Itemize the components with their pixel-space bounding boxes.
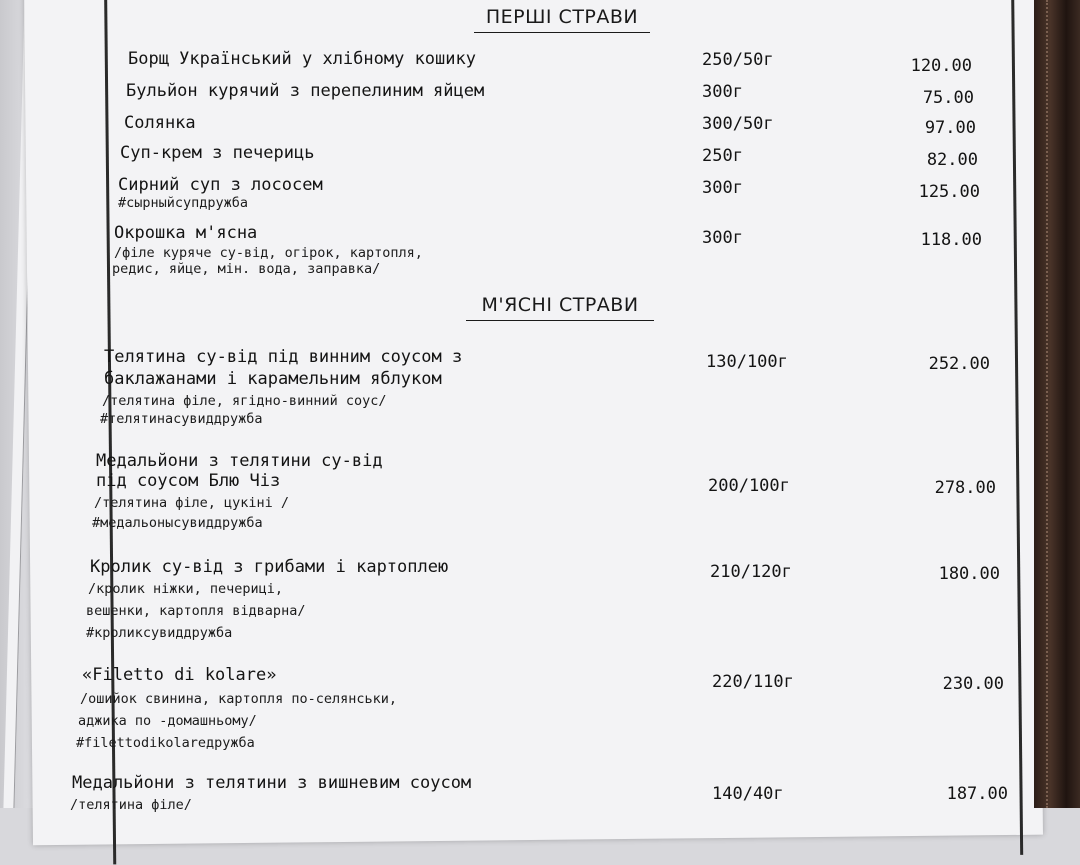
dish-name: Кролик су-від з грибами і картоплею [90,557,449,577]
dish-ingredients: /ошийок свинина, картопля по-селянськи, [80,691,397,707]
dish-price: 82.00 [926,150,978,170]
dish-name: Медальйони з телятини су-від [96,451,383,471]
dish-hashtag: #кроликсувиддружба [86,625,233,641]
dish-hashtag: #медальонысувиддружба [92,515,263,531]
cover-stitching [1046,0,1050,808]
dish-name: під соусом Блю Чіз [96,471,281,491]
dish-price: 180.00 [938,564,1000,584]
dish-name: Телятина су-від під винним соусом з [104,347,463,367]
dish-price: 118.00 [920,230,982,250]
dish-price: 125.00 [918,182,980,202]
dish-hashtag: #filettodikolareдружба [76,735,255,751]
leather-cover [1034,0,1080,808]
dish-ingredients: /кролик ніжки, печериці, [88,581,284,597]
dish-price: 252.00 [928,354,990,374]
dish-hashtag: #телятинасувиддружба [100,411,263,427]
dish-price: 97.00 [924,118,976,138]
section-title-meat-dishes: М'ЯСНІ СТРАВИ [466,294,654,321]
dish-price: 278.00 [934,478,996,498]
dish-price: 230.00 [942,674,1004,694]
dish-name: баклажанами і карамельним яблуком [104,369,442,389]
dish-weight: 300г [702,82,743,102]
dish-name: Борщ Український у хлібному кошику [128,49,476,69]
dish-weight: 130/100г [706,352,788,372]
dish-price: 75.00 [922,88,974,108]
dish-name: Бульйон курячий з перепелиним яйцем [126,81,485,101]
dish-weight: 300/50г [702,114,774,134]
dish-ingredients: /телятина філе/ [70,797,192,813]
dish-weight: 220/110г [712,672,794,692]
dish-weight: 140/40г [712,784,784,804]
dish-name: Солянка [124,113,196,133]
dish-name: «Filetto di kolare» [82,665,277,685]
dish-weight: 300г [702,178,743,198]
dish-name: Медальйони з телятини з вишневим соусом [72,773,472,793]
dish-name: Сирний суп з лососем [118,175,323,195]
dish-price: 120.00 [910,56,972,76]
dish-name: Суп-крем з печериць [120,143,315,163]
dish-weight: 210/120г [710,562,792,582]
dish-ingredients: вешенки, картопля відварна/ [86,603,306,619]
dish-ingredients: редис, яйце, мін. вода, заправка/ [112,261,381,277]
dish-weight: 250г [702,146,743,166]
dish-hashtag: #сырныйсупдружба [118,195,249,211]
dish-ingredients: /філе куряче су-від, огірок, картопля, [114,245,423,261]
dish-ingredients: аджика по -домашньому/ [78,713,257,729]
dish-weight: 300г [702,228,743,248]
dish-ingredients: /телятина філе, ягідно-винний соус/ [102,393,387,409]
dish-price: 187.00 [946,784,1008,804]
dish-ingredients: /телятина філе, цукіні / [94,495,290,511]
section-title-first-courses: ПЕРШІ СТРАВИ [474,6,650,33]
dish-weight: 250/50г [702,50,774,70]
dish-weight: 200/100г [708,476,790,496]
dish-name: Окрошка м'ясна [114,223,258,243]
